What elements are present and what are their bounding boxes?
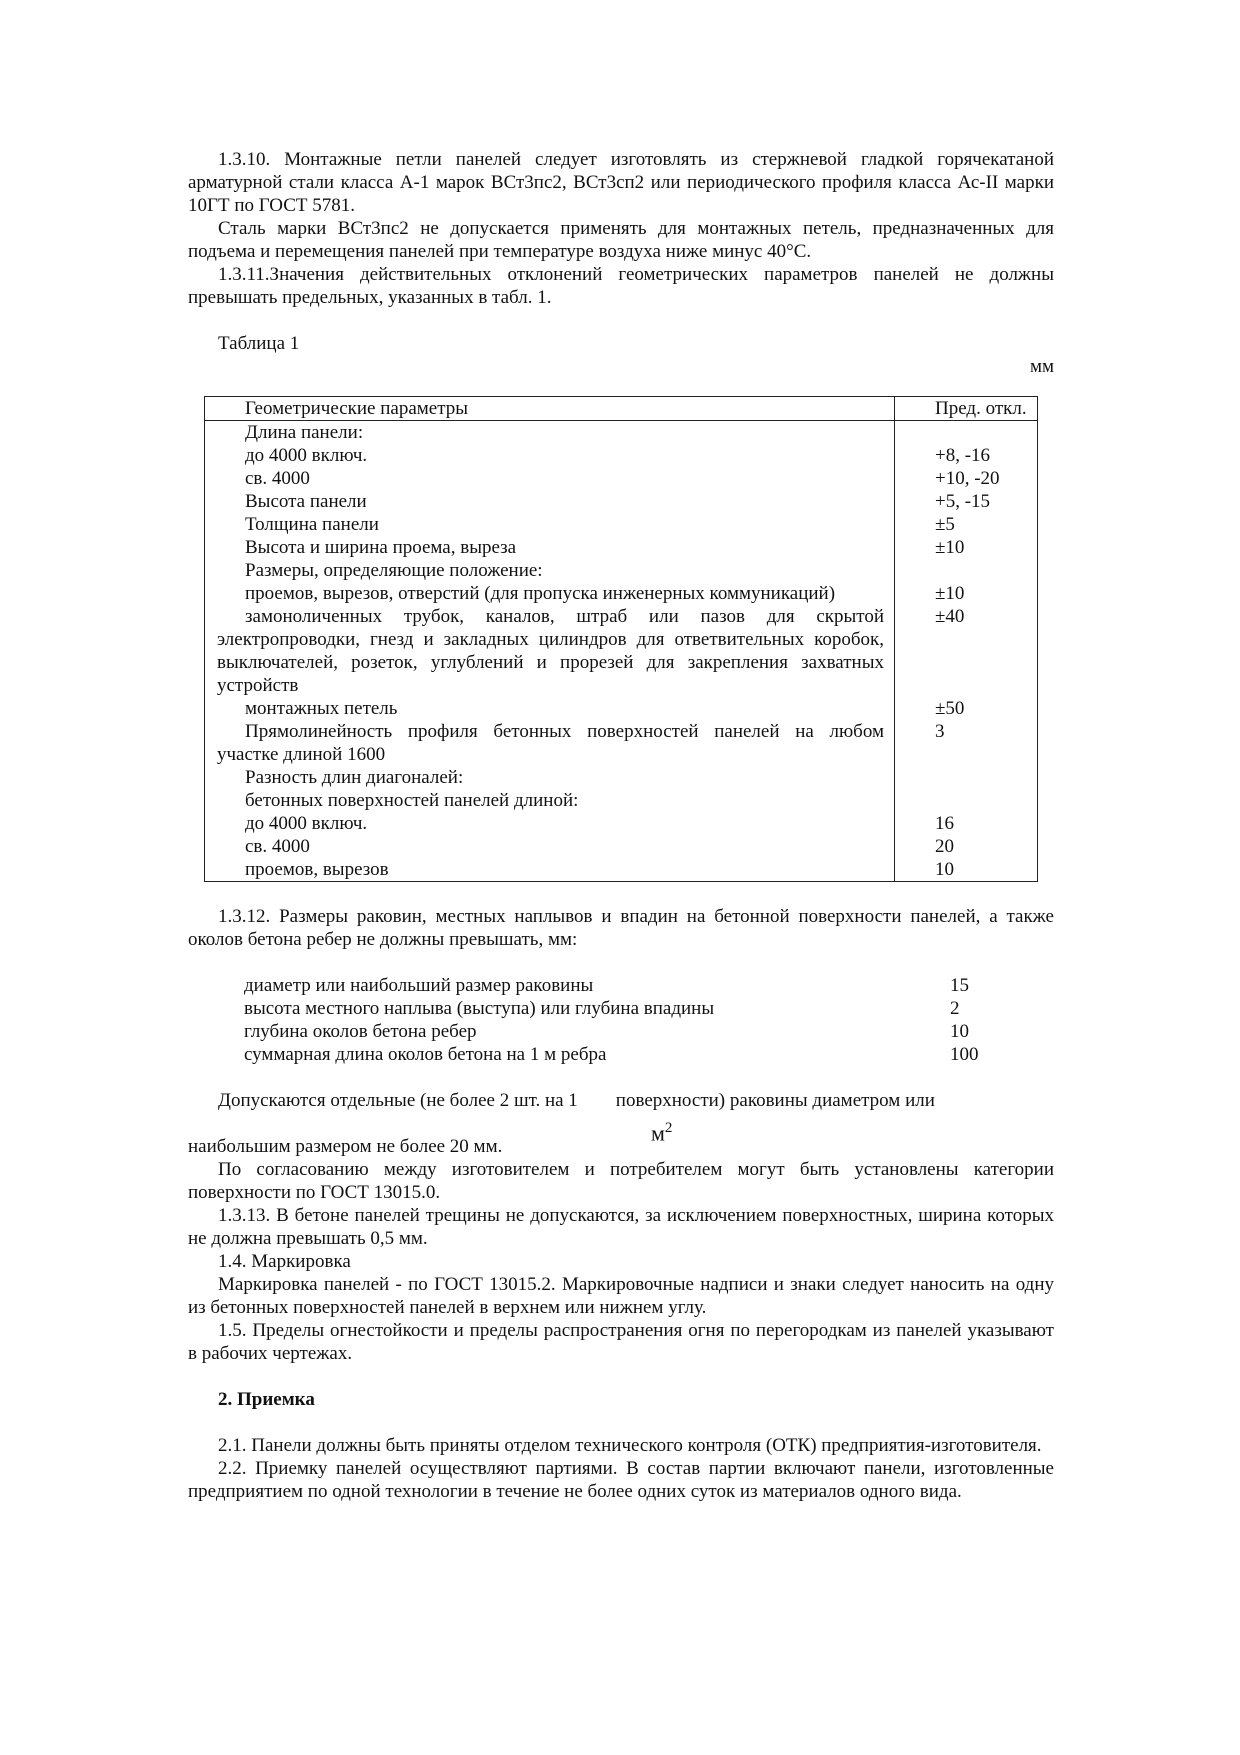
row-deviation [895, 766, 1038, 789]
row-deviation: ±10 [895, 582, 1038, 605]
table-unit: мм [1029, 356, 1054, 377]
geometric-params-table [204, 396, 1038, 882]
row-param: проемов, вырезов, отверстий (для пропуска инженерных коммуникаций) [245, 583, 836, 604]
paragraph-2-1: 2.1. Панели должны быть приняты отделом технического контроля (ОТК) предприятия-изготовителя. [218, 1435, 1042, 1456]
table-row [205, 444, 1038, 467]
table-row [205, 513, 1038, 536]
row-deviation: +8, -16 [895, 444, 1038, 467]
list-item [244, 974, 1034, 997]
list-item [244, 1020, 1034, 1043]
table-row [205, 605, 1038, 697]
paragraph-surface-categories: По согласованию между изготовителем и потребителем могут быть установлены категории поверхности по ГОСТ 13015.0. [188, 1159, 1054, 1203]
table-row [205, 835, 1038, 858]
row-param: Высота и ширина проема, выреза [245, 537, 517, 558]
table-row [205, 582, 1038, 605]
row-param: Толщина панели [245, 514, 379, 535]
table-header-row [205, 397, 1038, 421]
row-deviation: +5, -15 [895, 490, 1038, 513]
row-deviation: 10 [895, 858, 1038, 882]
defect-value: 100 [950, 1044, 979, 1065]
row-param: замоноличенных трубок, каналов, штраб или пазов для скрытой электропроводки, гнезд и закладных цилиндров для ответвительных коробок, выключателей, розеток, углублений и прорезей для закрепления захватных устройств [217, 606, 884, 696]
defect-label: суммарная длина околов бетона на 1 м ребра [244, 1044, 607, 1065]
table-row [205, 559, 1038, 582]
row-deviation: ±50 [895, 697, 1038, 720]
row-param: св. 4000 [245, 468, 310, 489]
row-deviation [895, 421, 1038, 445]
row-deviation: 20 [895, 835, 1038, 858]
row-param: Разность длин диагоналей: [245, 767, 464, 788]
row-deviation [895, 559, 1038, 582]
row-param: Длина панели: [245, 422, 364, 443]
defect-label: высота местного наплыва (выступа) или глубина впадины [244, 998, 715, 1019]
row-deviation: 16 [895, 812, 1038, 835]
square-meter-unit [651, 1117, 672, 1144]
unit-base: м [651, 1120, 665, 1146]
defect-limits-list [244, 974, 1034, 1066]
document-body [188, 148, 1054, 1503]
table-row [205, 789, 1038, 812]
table-row [205, 858, 1038, 882]
table-row [205, 536, 1038, 559]
defect-label: глубина околов бетона ребер [244, 1021, 477, 1042]
list-item [244, 997, 1034, 1020]
defect-value: 2 [950, 998, 960, 1019]
row-deviation: ±40 [895, 605, 1038, 697]
unit-exponent: 2 [664, 1120, 673, 1136]
paragraph-1-3-11: 1.3.11.Значения действительных отклонений геометрических параметров панелей не должны превышать предельных, указанных в табл. 1. [188, 264, 1054, 308]
row-deviation: ±5 [895, 513, 1038, 536]
table-row [205, 490, 1038, 513]
allowed-defects-line: Допускаются отдельные (не более 2 шт. на 1 поверхности) раковины диаметром или [218, 1090, 935, 1111]
heading-1-4: 1.4. Маркировка [218, 1251, 351, 1272]
table-row [205, 720, 1038, 766]
row-param: монтажных петель [245, 698, 398, 719]
row-param: до 4000 включ. [245, 445, 368, 466]
row-param: бетонных поверхностей панелей длиной: [245, 790, 579, 811]
list-item [244, 1043, 1034, 1066]
table-caption: Таблица 1 [218, 333, 300, 354]
table-row [205, 421, 1038, 445]
table-row [205, 812, 1038, 835]
allowed-defects-cont: наибольшим размером не более 20 мм. [188, 1136, 503, 1157]
paragraph-1-3-12: 1.3.12. Размеры раковин, местных наплывов и впадин на бетонной поверхности панелей, а также околов бетона ребер не должны превышать, мм: [188, 906, 1054, 950]
paragraph-marking: Маркировка панелей - по ГОСТ 13015.2. Маркировочные надписи и знаки следует наносить на одну из бетонных поверхностей панелей в верхнем или нижнем углу. [188, 1274, 1054, 1318]
row-param: до 4000 включ. [245, 813, 368, 834]
header-deviation: Пред. откл. [895, 397, 1038, 421]
row-deviation: ±10 [895, 536, 1038, 559]
table-row [205, 697, 1038, 720]
table-row [205, 467, 1038, 490]
paragraph-1-5: 1.5. Пределы огнестойкости и пределы распространения огня по перегородкам из панелей указывают в рабочих чертежах. [188, 1320, 1054, 1364]
row-param: Прямолинейность профиля бетонных поверхностей панелей на любом участке длиной 1600 [217, 721, 884, 765]
paragraph-1-3-10: 1.3.10. Монтажные петли панелей следует изготовлять из стержневой гладкой горячекатаной арматурной стали класса А-1 марок ВСт3пс2, ВСт3сп2 или периодического профиля класса Ас-II марки 10ГТ по ГОСТ 5781. [188, 149, 1054, 216]
row-deviation: 3 [895, 720, 1038, 766]
row-param: Размеры, определяющие положение: [245, 560, 543, 581]
row-param: св. 4000 [245, 836, 310, 857]
row-param: Высота панели [245, 491, 367, 512]
paragraph-2-2: 2.2. Приемку панелей осуществляют партиями. В состав партии включают панели, изготовленные предприятием по одной технологии в течение не более одних суток из материалов одного вида. [188, 1458, 1054, 1502]
header-params: Геометрические параметры [205, 397, 895, 421]
paragraph-steel-restriction: Сталь марки ВСт3пс2 не допускается применять для монтажных петель, предназначенных для подъема и перемещения панелей при температуре воздуха ниже минус 40°С. [188, 218, 1054, 262]
row-deviation: +10, -20 [895, 467, 1038, 490]
allowed-defects-block [188, 1089, 1054, 1158]
defect-value: 10 [950, 1021, 969, 1042]
table-row [205, 766, 1038, 789]
row-deviation [895, 789, 1038, 812]
section-title: 2. Приемка [218, 1389, 315, 1410]
defect-value: 15 [950, 975, 969, 996]
defect-label: диаметр или наибольший размер раковины [244, 975, 594, 996]
row-param: проемов, вырезов [245, 859, 389, 880]
paragraph-1-3-13: 1.3.13. В бетоне панелей трещины не допускаются, за исключением поверхностных, ширина которых не должна превышать 0,5 мм. [188, 1205, 1054, 1249]
